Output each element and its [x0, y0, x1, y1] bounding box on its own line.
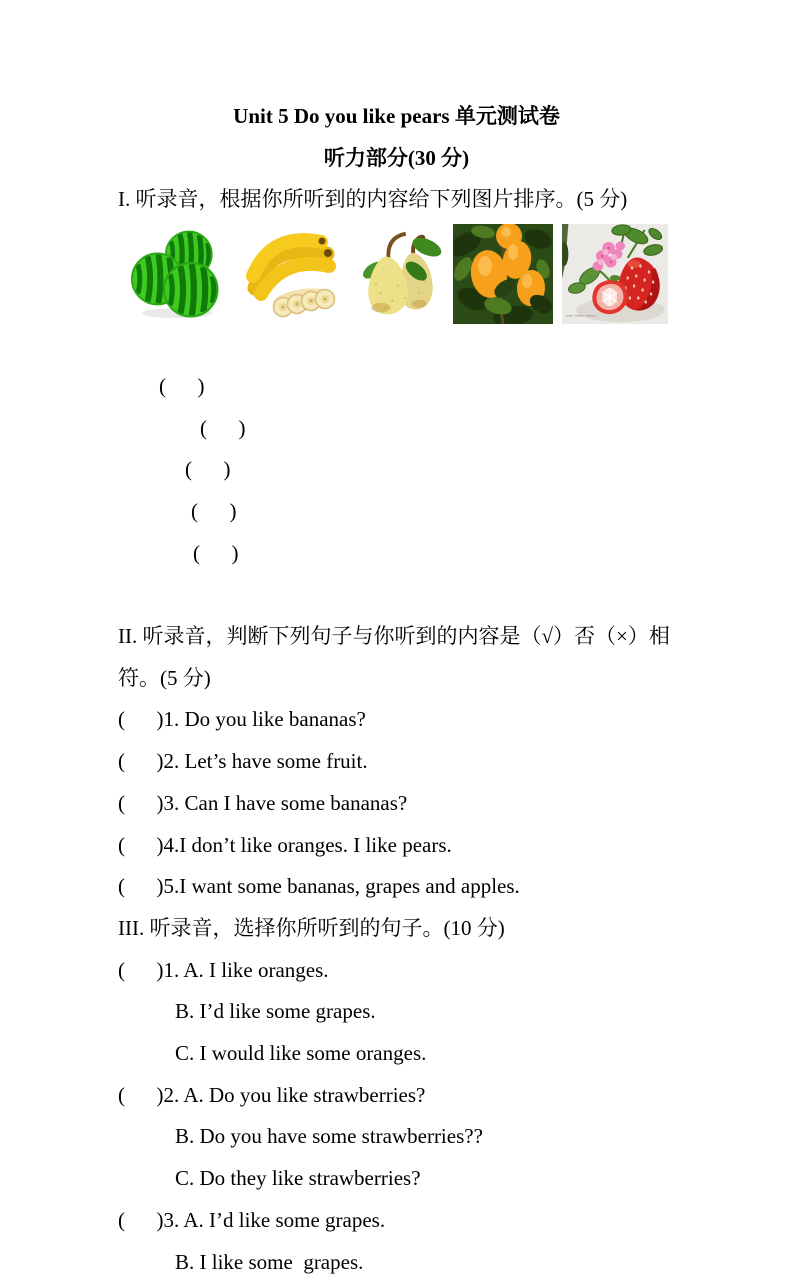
question-2-option-c: C. Do they like strawberries? — [175, 1166, 421, 1191]
question-2-option-a: ( )2. A. Do you like strawberries? — [118, 1082, 426, 1107]
listening-item-2: ( )2. Let’s have some fruit. — [118, 749, 368, 774]
strawberries-image — [562, 224, 668, 324]
answer-blank: ( ) — [191, 498, 237, 523]
listening-item-3: ( )3. Can I have some bananas? — [118, 790, 408, 815]
question-3-option-b: B. I like some grapes. — [175, 1249, 364, 1274]
question-1-option-c: C. I would like some oranges. — [175, 1041, 427, 1066]
question-1-option-a: ( )1. A. I like oranges. — [118, 957, 329, 982]
question-1-option-b: B. I’d like some grapes. — [175, 999, 376, 1024]
answer-blank: ( ) — [159, 373, 205, 398]
answer-blank: ( ) — [200, 415, 246, 440]
listening-item-1: ( )1. Do you like bananas? — [118, 707, 366, 732]
question-3-option-a: ( )3. A. I’d like some grapes. — [118, 1207, 386, 1232]
photo-watermark — [566, 315, 596, 316]
fruit-images-row — [0, 224, 793, 324]
pears-image — [352, 224, 448, 324]
listening-item-5: ( )5.I want some bananas, grapes and apples. — [118, 874, 520, 899]
question-2-option-b: B. Do you have some strawberries?? — [175, 1124, 483, 1149]
page-title: Unit 5 Do you like pears 单元测试卷 — [233, 104, 560, 128]
answer-blank: ( ) — [185, 457, 231, 482]
section2-heading-line1: II. 听录音，判断下列句子与你听到的内容是（√）否（×）相 — [118, 624, 670, 649]
section3-heading: III. 听录音，选择你所听到的句子。(10 分) — [118, 915, 505, 940]
listening-item-4: ( )4.I don’t like oranges. I like pears. — [118, 832, 452, 857]
oranges-image — [453, 224, 553, 324]
section2-heading-line2: 符。(5 分) — [118, 665, 211, 690]
image-answer-blanks — [0, 324, 793, 616]
bananas-image — [240, 224, 342, 324]
section1-heading: I. 听录音，根据你所听到的内容给下列图片排序。(5 分) — [118, 187, 628, 212]
listening-section-subtitle: 听力部分(30 分) — [323, 145, 470, 170]
watermelons-image — [130, 224, 228, 324]
answer-blank: ( ) — [193, 540, 239, 565]
